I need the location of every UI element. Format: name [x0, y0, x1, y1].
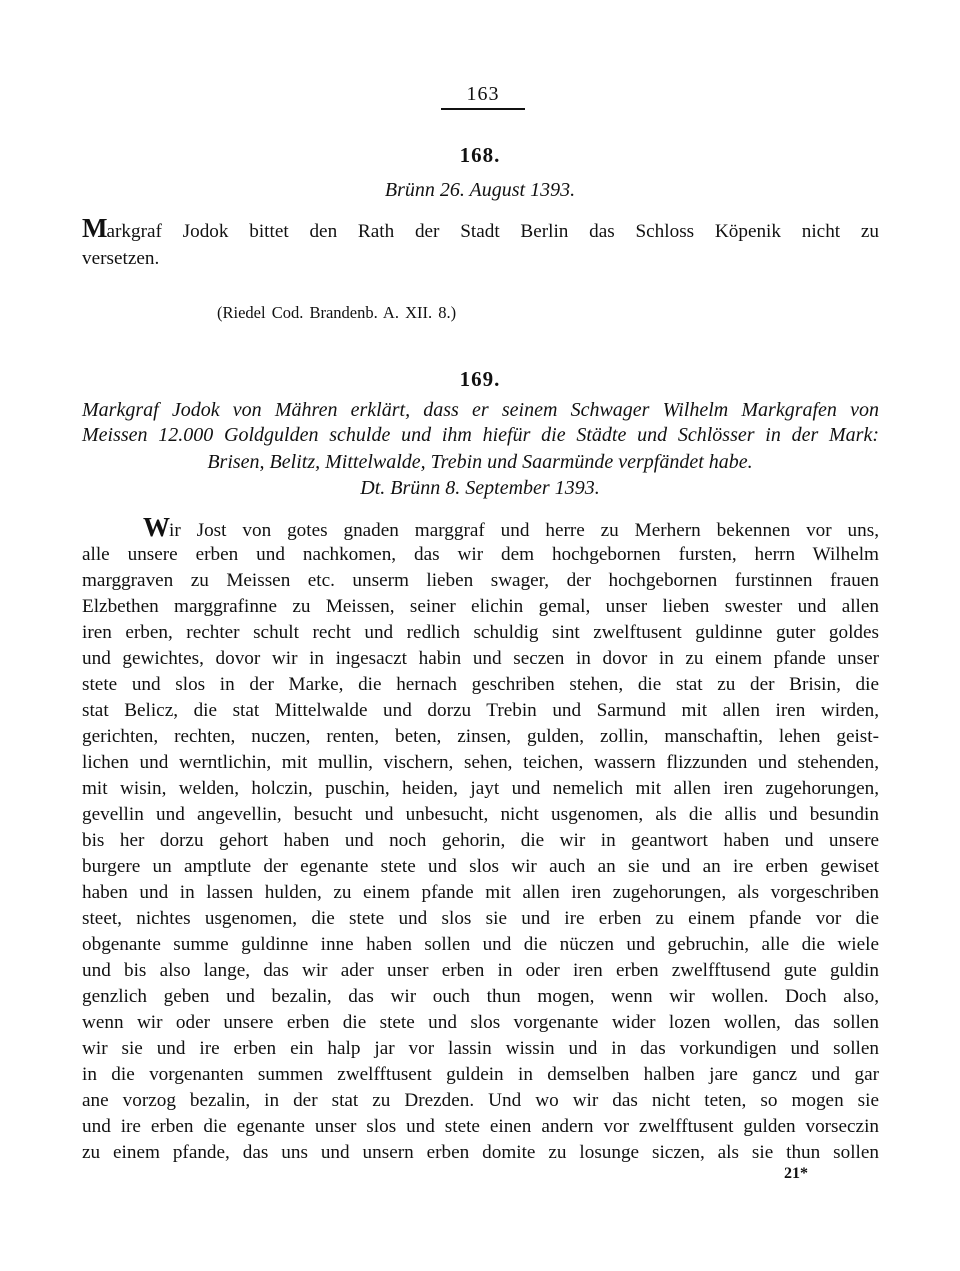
doc-169-text-line: zu einem pfande, das uns und unsern erben domite zu losunge siczen, als sie thun sollen: [82, 1142, 879, 1163]
doc-169-text-line: und ire erben die egenante unser slos und stete einen andern vor zwelfftusent gulden vorseczin: [82, 1116, 879, 1137]
doc-169-summary-line-3: Brisen, Belitz, Mittelwalde, Trebin und Saarmünde verpfändet habe.: [207, 451, 753, 473]
doc-169-text-line: burgere un amptlute der egenante stete und slos wir auch an sie und an ire erben gewiset: [82, 856, 879, 877]
doc-169-text-line: genzlich geben und bezalin, das wir ouch thun mogen, wenn wir wollen. Doch also,: [82, 986, 879, 1007]
doc-169-text-line: obgenante summe guldinne inne haben sollen und die nüczen und gebruchin, alle die wiele: [82, 934, 879, 955]
doc-169-initial: W: [143, 512, 169, 542]
doc-169-text-line: lichen und werntlichin, mit mullin, vischern, sehen, teichen, wassern flizzunden und stehenden,: [82, 752, 879, 773]
doc-169-text-line-1: [143, 512, 879, 543]
doc-169-text-line: stete und slos in der Marke, die hernach geschriben stehen, die stat zu der Brisin, die: [82, 674, 879, 695]
doc-169-text-line: ane vorzog bezalin, in der stat zu Drezden. Und wo wir das nicht teten, so mogen sie: [82, 1090, 879, 1111]
doc-168-summary-line-2: versetzen.: [82, 248, 160, 269]
doc-169-text-line: iren erben, rechter schult recht und redlich schuldig sint zwelftusent guldinne guter goldes: [82, 622, 879, 643]
doc-169-number: 169.: [459, 367, 501, 391]
doc-169-text-line: gevellin und angevellin, besucht und unbesucht, nicht usgenomen, als die allis und besundin: [82, 804, 879, 825]
doc-169-text-line: und bis also lange, das wir ader unser erben in oder iren erben zwelfftusend gute guldin: [82, 960, 879, 981]
doc-168-summary-line-1-text: arkgraf Jodok bittet den Rath der Stadt Berlin das Schloss Köpenik nicht zu: [106, 221, 879, 242]
doc-169-text-line: steet, nichtes usgenomen, die stete und slos sie und ire erben zu einem pfande vor die: [82, 908, 879, 929]
page-number-rule: [441, 108, 525, 110]
doc-169-text-line-1-text: ir Jost von gotes gnaden marggraf und herre zu Merhern bekennen vor uns,: [169, 520, 879, 541]
doc-169-text-line: stat Belicz, die stat Mittelwalde und dorzu Trebin und Sarmund mit allen iren wirden,: [82, 700, 879, 721]
doc-168-citation: (Riedel Cod. Brandenb. A. XII. 8.): [217, 303, 457, 322]
doc-169-text-line: in die vorgenanten summen zwelfftusent guldein in demselben halben jare gancz und gar: [82, 1064, 879, 1085]
doc-168-summary-line-1: [82, 213, 879, 244]
doc-169-text-line: alle unsere erben und nachkomen, das wir dem hochgebornen fursten, herrn Wilhelm: [82, 544, 879, 565]
doc-169-text-line: gerichten, rechten, nuczen, renten, beten, zinsen, gulden, zollin, manschaftin, lehen geist-: [82, 726, 879, 747]
doc-169-text-line: haben und in lassen hulden, zu einem pfande mit allen iren zugehorungen, als vorgeschriben: [82, 882, 879, 903]
doc-169-text-line: wir sie und ire erben ein halp jar vor lassin wissin und in das vorkundigen und sollen: [82, 1038, 879, 1059]
doc-169-place-date: Dt. Brünn 8. September 1393.: [360, 477, 600, 499]
page-number: 163: [466, 83, 500, 105]
doc-169-text-line: mit wisin, welden, holczin, puschin, heiden, jayt und nemelich mit allen iren zugehorungen,: [82, 778, 879, 799]
doc-168-place-date: Brünn 26. August 1393.: [384, 179, 576, 201]
doc-169-summary-line-2: Meissen 12.000 Goldgulden schulde und ihm hiefür die Städte und Schlösser in der Mark:: [82, 424, 879, 446]
doc-169-text-line: marggraven zu Meissen etc. unserm lieben swager, der hochgebornen furstinnen frauen: [82, 570, 879, 591]
doc-169-text-line: bis her dorzu gehort haben und noch gehorin, die wir in geantwort haben und unsere: [82, 830, 879, 851]
doc-169-text-line: und gewichtes, dovor wir in ingesaczt habin und seczen in dovor in zu einem pfande unser: [82, 648, 879, 669]
doc-169-text-line: wenn wir oder unsere erben die stete und slos vorgenante wider lozen wollen, das sollen: [82, 1012, 879, 1033]
doc-169-summary-line-1: Markgraf Jodok von Mähren erklärt, dass er seinem Schwager Wilhelm Markgrafen von: [82, 399, 879, 421]
doc-168-number: 168.: [459, 143, 501, 167]
doc-169-text-line: Elzbethen marggrafinne zu Meissen, seiner elichin gemal, unser lieben swester und allen: [82, 596, 879, 617]
doc-168-initial: M: [82, 213, 107, 243]
signature-mark: 21*: [784, 1165, 808, 1182]
